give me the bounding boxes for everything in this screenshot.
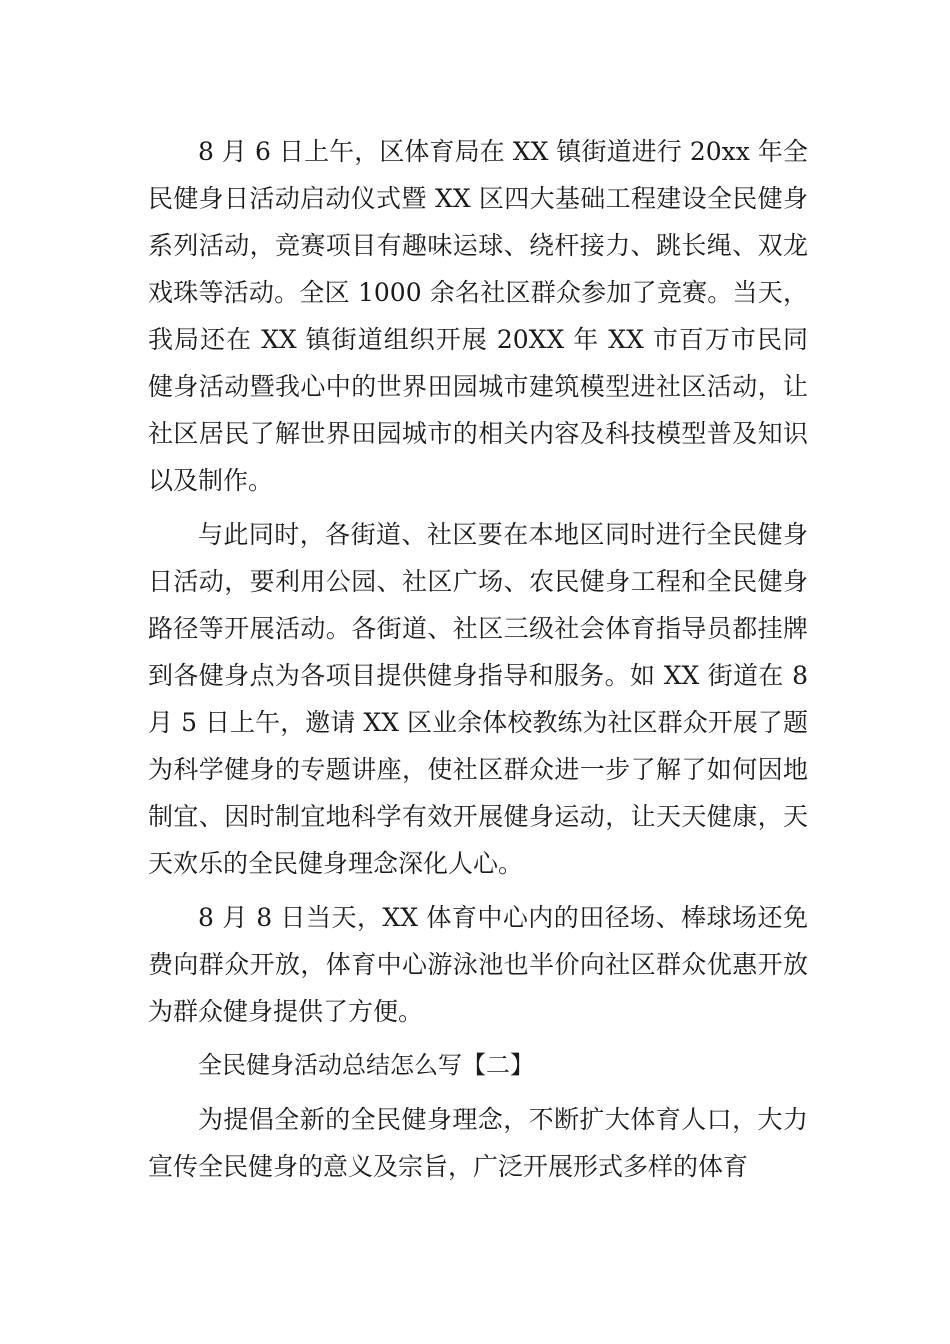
paragraph-1: 8 月 6 日上午，区体育局在 XX 镇街道进行 20xx 年全民健身日活动启动仪式暨 XX 区四大基础工程建设全民健身系列活动，竞赛项目有趣味运球、绕杆接力、跳长绳、双龙戏珠等活动。全区 1000 余名社区群众参加了竞赛。当天，我局还在 XX 镇街道组织开展 20XX 年 XX 市百万市民同健身活动暨我心中的世界田园城市建筑模型进社区活动，让社区居民了解世界田园城市的相关内容及科技模型普及知识以及制作。 bbox=[148, 137, 808, 495]
section-heading: 全民健身活动总结怎么写【二】 bbox=[198, 1051, 534, 1079]
paragraph-2: 与此同时，各街道、社区要在本地区同时进行全民健身日活动，要利用公园、社区广场、农民健身工程和全民健身路径等开展活动。各街道、社区三级社会体育指导员都挂牌到各健身点为各项目提供健身指导和服务。如 XX 街道在 8 月 5 日上午，邀请 XX 区业余体校教练为社区群众开展了题为科学健身的专题讲座，使社区群众进一步了解了如何因地制宜、因时制宜地科学有效开展健身运动，让天天健康，天天欢乐的全民健身理念深化人心。 bbox=[148, 520, 808, 878]
paragraph-3: 8 月 8 日当天，XX 体育中心内的田径场、棒球场还免费向群众开放，体育中心游泳池也半价向社区群众优惠开放为群众健身提供了方便。 bbox=[148, 903, 808, 1026]
paragraph-4: 为提倡全新的全民健身理念，不断扩大体育人口，大力宣传全民健身的意义及宗旨，广泛开展形式多样的体育 bbox=[148, 1105, 808, 1181]
document-body bbox=[148, 128, 808, 1197]
